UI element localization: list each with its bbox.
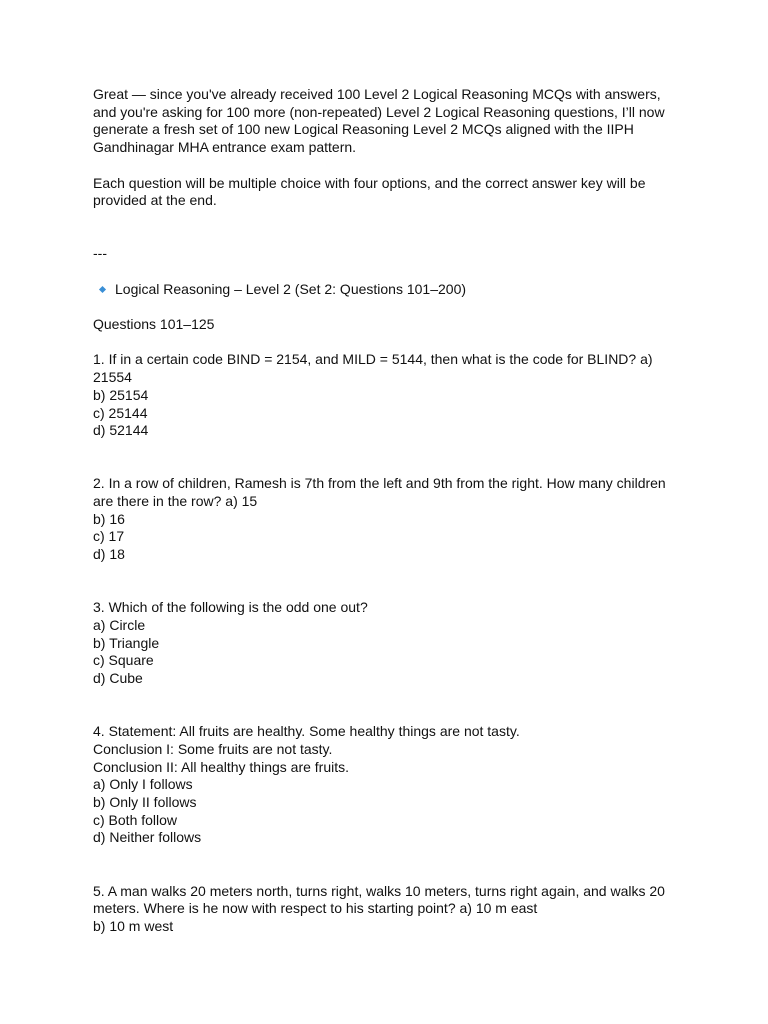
document-body	[93, 86, 683, 936]
section-heading	[93, 281, 683, 299]
conclusion: Conclusion I: Some fruits are not tasty.	[93, 740, 333, 757]
question-stem: 3. Which of the following is the odd one out?	[93, 599, 368, 616]
option: c) Both follow	[93, 811, 178, 828]
blue-diamond-icon	[99, 286, 106, 293]
question-1	[93, 351, 683, 440]
section-heading-text: Logical Reasoning – Level 2 (Set 2: Questions 101–200)	[115, 280, 467, 297]
option: b) Triangle	[93, 634, 160, 651]
option: d) Neither follows	[93, 829, 202, 846]
question-stem: 1. If in a certain code BIND = 2154, and MILD = 5144, then what is the code for BLIND? a) 21554	[93, 351, 657, 386]
question-2	[93, 475, 683, 564]
option: d) Cube	[93, 670, 143, 687]
option: a) Circle	[93, 616, 146, 633]
option: d) 52144	[93, 422, 149, 439]
question-stem: 4. Statement: All fruits are healthy. Some healthy things are not tasty.	[93, 723, 520, 740]
option: c) Square	[93, 652, 154, 669]
question-5	[93, 883, 683, 936]
option: b) 25154	[93, 386, 149, 403]
option: b) 10 m west	[93, 917, 174, 934]
option: c) 25144	[93, 404, 148, 421]
option: b) 16	[93, 510, 125, 527]
intro-paragraph-1: Great — since you've already received 100 Level 2 Logical Reasoning MCQs with answers, and you're asking for 100 more (non-repeated) Level 2 Logical Reasoning questions, I’ll now generate a fresh set of 100 new Logical Reasoning Level 2 MCQs aligned with the IIPH Gandhinagar MHA entrance exam pattern.	[93, 86, 665, 156]
question-stem: 5. A man walks 20 meters north, turns right, walks 10 meters, turns right again, and walks 20 meters. Where is he now with respect to his starting point? a) 10 m east	[93, 882, 669, 917]
option: d) 18	[93, 546, 125, 563]
intro-paragraph-2: Each question will be multiple choice with four options, and the correct answer key will be provided at the end.	[93, 174, 646, 209]
conclusion: Conclusion II: All healthy things are fruits.	[93, 758, 350, 775]
separator: ---	[93, 245, 107, 262]
question-4	[93, 723, 683, 847]
option: a) Only I follows	[93, 776, 193, 793]
option: c) 17	[93, 528, 125, 545]
range-label: Questions 101–125	[93, 316, 215, 333]
option: b) Only II follows	[93, 794, 197, 810]
question-3	[93, 599, 683, 688]
question-stem: 2. In a row of children, Ramesh is 7th from the left and 9th from the right. How many children are there in the row? a) 15	[93, 475, 670, 510]
